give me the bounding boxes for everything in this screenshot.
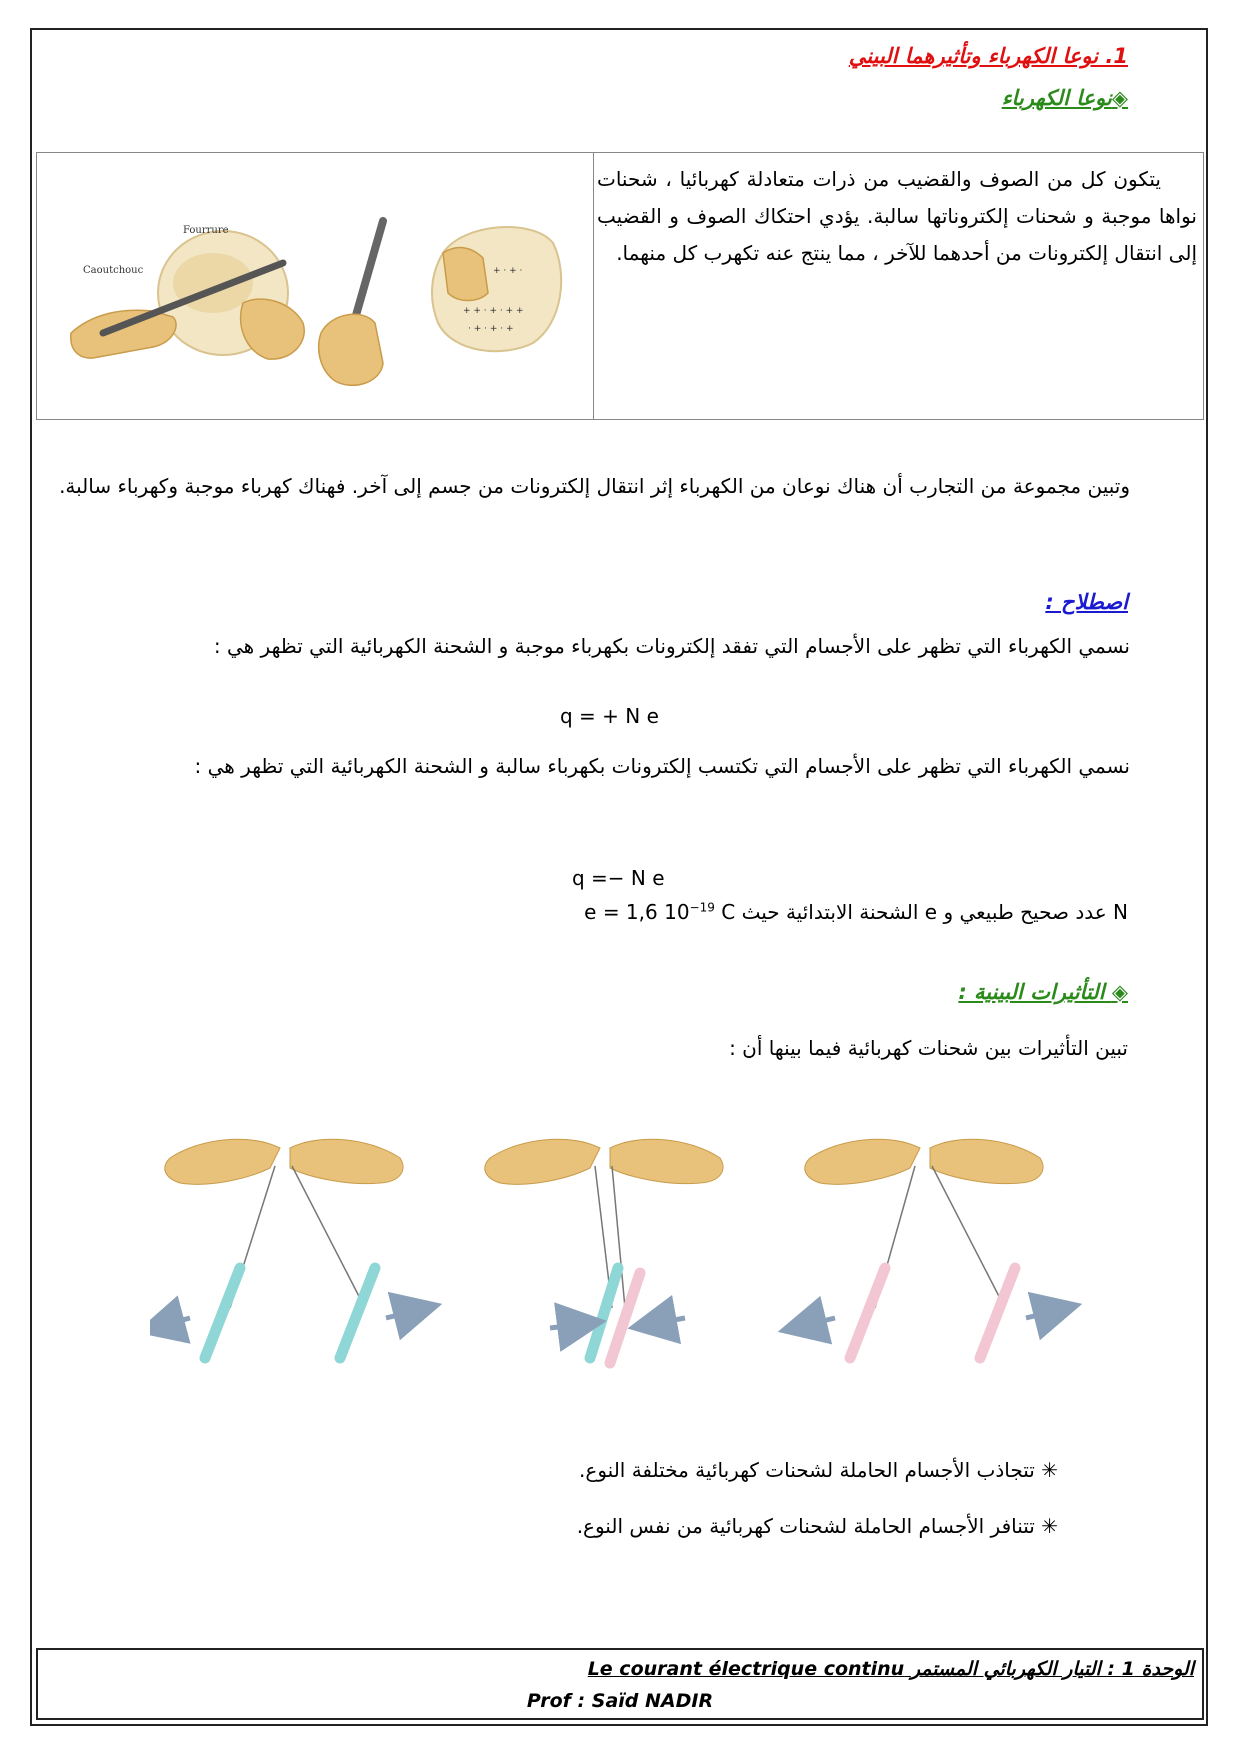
force-arrow-3b <box>1026 1310 1058 1318</box>
negative-formula: q =− N e <box>572 866 665 890</box>
force-arrow-3a <box>802 1318 835 1326</box>
hand-1b <box>290 1139 403 1183</box>
footer-french-title: Le courant électrique continu <box>587 1658 905 1680</box>
bullet-repulsion: ✳ تتنافر الأجسام الحاملة لشحنات كهربائية من نفس النوع. <box>576 1514 1058 1538</box>
interaction-figure <box>150 1128 1100 1408</box>
interactions-intro: تبين التأثيرات بين شحنات كهربائية فيما بينها أن : <box>729 1036 1128 1060</box>
rod-3b <box>980 1268 1015 1358</box>
attraction-scene <box>485 1139 723 1363</box>
hand-1a <box>165 1139 280 1184</box>
elementary-charge-line <box>584 900 1128 924</box>
footer-author: Prof : Saïd NADIR <box>526 1690 714 1712</box>
footer-unit-title <box>588 1658 1194 1680</box>
intro-table <box>36 152 1204 420</box>
thread-3b <box>932 1166 1005 1308</box>
exponent: −19 <box>689 900 715 915</box>
hand-3a <box>805 1139 920 1184</box>
hand-2a <box>485 1139 600 1184</box>
force-arrow-2a <box>550 1324 582 1328</box>
charged-rod-scene <box>319 221 383 385</box>
bullet-attraction: ✳ تتجاذب الأجسام الحاملة لشحنات كهربائية مختلفة النوع. <box>579 1458 1058 1482</box>
diamond-icon: ◈ <box>1111 86 1128 110</box>
repulsion-blue-scene <box>160 1139 418 1358</box>
unit: C <box>721 900 736 924</box>
footer-box <box>36 1648 1204 1720</box>
subtitle-types-of-electricity: ◈نوعا الكهرباء <box>1001 86 1128 110</box>
force-arrow-1a <box>160 1318 190 1326</box>
negative-charge-text: نسمي الكهرباء التي تظهر على الأجسام التي تكتسب إلكترونات بكهرباء سالبة و الشحنة الكهربائية التي تظهر هي : <box>194 754 1130 778</box>
thread-1b <box>292 1166 365 1308</box>
wool-charges: + + · + · + + <box>463 306 524 316</box>
positive-formula: q = + N e <box>560 704 659 728</box>
force-arrow-1b <box>386 1310 418 1318</box>
charged-wool-scene <box>432 227 561 351</box>
hand-2b <box>610 1139 723 1183</box>
intro-paragraph: يتكون كل من الصوف والقضيب من ذرات متعادلة كهربائيا ، شحنات نواها موجبة و شحنات إلكتروناتها سالبة. يؤدي احتكاك الصوف و القضيب إلى انتقال إلكترونات من أحدهما للآخر ، مما ينتج عنه تكهرب كل منهما. <box>597 167 1197 265</box>
paragraph-two-types: وتبين مجموعة من التجارب أن هناك نوعان من الكهرباء إثر انتقال إلكترونات من جسم إلى آخر. فهناك كهرباء موجبة وكهرباء سالبة. <box>59 474 1130 498</box>
force-arrow-2b <box>652 1318 685 1324</box>
asterisk-icon: ✳ <box>1041 1514 1058 1538</box>
interactions-title: ◈ التأثيرات البينية : <box>958 980 1128 1004</box>
repulsion-pink-scene <box>802 1139 1058 1358</box>
footer-unit-label: الوحدة 1 : التيار الكهربائي المستمر <box>910 1658 1194 1680</box>
section-title: 1. نوعا الكهرباء وتأثيرهما البيني <box>848 44 1128 68</box>
label-fourrure: Fourrure <box>183 225 229 236</box>
positive-charge-text: نسمي الكهرباء التي تظهر على الأجسام التي تفقد إلكترونات بكهرباء موجبة و الشحنة الكهربائية التي تظهر هي : <box>213 634 1130 658</box>
hand-holding-rod <box>319 314 383 385</box>
elementary-charge: e = 1,6 10 <box>584 900 690 924</box>
hand-left <box>71 310 176 358</box>
wool-charges-3: + · + · <box>493 266 523 276</box>
diamond-icon: ◈ <box>1111 980 1128 1004</box>
rod-1b <box>340 1268 375 1358</box>
rod-3a <box>850 1268 885 1358</box>
table-divider <box>593 153 594 419</box>
terminology-title: اصطلاح : <box>1045 590 1128 614</box>
wool-charges-2: · + · + · + <box>468 324 514 334</box>
friction-figure <box>63 213 573 393</box>
label-caoutchouc: Caoutchouc <box>83 265 144 276</box>
asterisk-icon: ✳ <box>1041 1458 1058 1482</box>
fur-rubbing-scene <box>71 225 305 359</box>
hand-holding-wool <box>443 248 488 301</box>
rod-1a <box>205 1268 240 1358</box>
hand-3b <box>930 1139 1043 1183</box>
definition-text: N عدد صحيح طبيعي و e الشحنة الابتدائية حيث <box>741 900 1128 924</box>
